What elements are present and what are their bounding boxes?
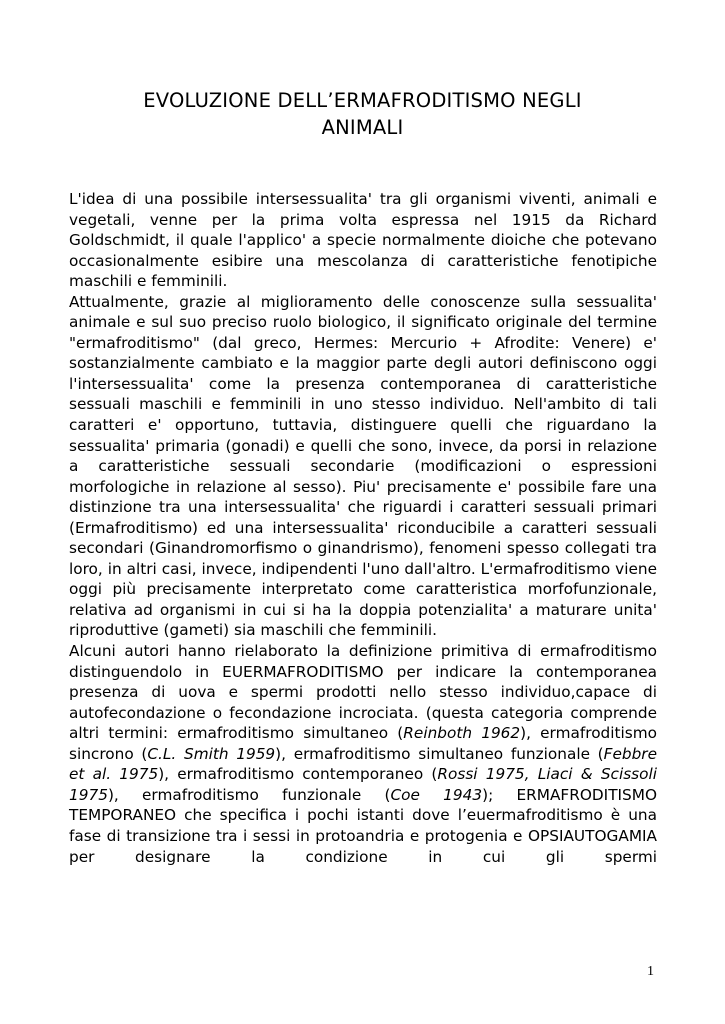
paragraph-3-text-c: ), ermafroditismo simultaneo funzionale ( — [275, 744, 604, 763]
citation-rossi-liaci: Rossi 1975, Liaci & Scissoli 1975 — [69, 765, 657, 804]
paragraph-3-text-d: ), ermafroditismo contemporaneo ( — [158, 765, 438, 784]
paragraph-3-text-e: ), ermafroditismo funzionale ( — [107, 785, 391, 804]
paragraph-3 — [69, 641, 657, 867]
paragraph-3-text-b: ), ermafroditismo sincrono ( — [69, 724, 657, 763]
citation-reinboth: Reinboth 1962 — [403, 724, 521, 743]
citation-coe: Coe 1943 — [390, 785, 483, 804]
citation-smith: C.L. Smith 1959 — [147, 744, 276, 763]
body-text — [69, 189, 657, 867]
paragraph-1: L'idea di una possibile intersessualita' tra gli organismi viventi, animali e vegetali, venne per la prima volta espressa nel 1915 da Richard Goldschmidt, il quale l'applico' a specie normalmente dioiche che potevano occasionalmente esibire una mescolanza di caratteristiche fenotipiche maschili e femminili. — [69, 190, 657, 291]
paragraph-3-text-a: Alcuni autori hanno rielaborato la definizione primitiva di ermafroditismo distinguendolo in EUERMAFRODITISMO per indicare la contemporanea presenza di uova e spermi prodotti nello stesso individuo,capace di autofecondazione o fecondazione incrociata. (questa categoria comprende altri termini: ermafroditismo simultaneo ( — [69, 642, 657, 743]
citation-febbre: Febbre et al. 1975 — [69, 744, 657, 784]
paragraph-2: Attualmente, grazie al miglioramento delle conoscenze sulla sessualita' animale e sul suo preciso ruolo biologico, il significato originale del termine "ermafroditismo" (dal greco, Hermes: Mercurio + Afrodite: Venere) e' sostanzialmente cambiato e la maggior parte degli autori definiscono oggi l'intersessualita' come la presenza contemporanea di caratteristiche sessuali maschili e femminili in uno stesso individuo. Nell'ambito di tali caratteri e' opportuno, tuttavia, distinguere quelli che riguardano la sessualita' primaria (gonadi) e quelli che sono, invece, da porsi in relazione a caratteristiche sessuali secondarie (modificazioni o espressioni morfologiche in relazione al sesso). Piu' precisamente e' possibile fare una distinzione tra una intersessualita' che riguardi i caratteri sessuali primari (Ermafroditismo) ed una intersessualita' riconducibile a caratteri sessuali secondari (Ginandromorfismo o ginandrismo), fenomeni spesso collegati tra loro, in altri casi, invece, indipendenti l'uno dall'altro. L'ermafroditismo viene oggi più precisamente interpretato come caratteristica morfofunzionale, relativa ad organismi in cui si ha la doppia potenzialita' a maturare unita' riproduttive (gameti) sia maschili che femminili. — [69, 292, 657, 640]
document-title — [90, 87, 635, 141]
title-line-2: ANIMALI — [321, 116, 404, 139]
paragraph-3-text-f: ); ERMAFRODITISMO TEMPORANEO che specifica i pochi istanti dove l’euermafroditismo è una fase di transizione tra i sessi in protoandria e protogenia e OPSIAUTOGAMIA per designare la condizione in cui gli spermi — [69, 785, 657, 866]
page-number: 1 — [647, 964, 654, 979]
title-line-1: EVOLUZIONE DELL’ERMAFRODITISMO NEGLI — [143, 89, 582, 112]
